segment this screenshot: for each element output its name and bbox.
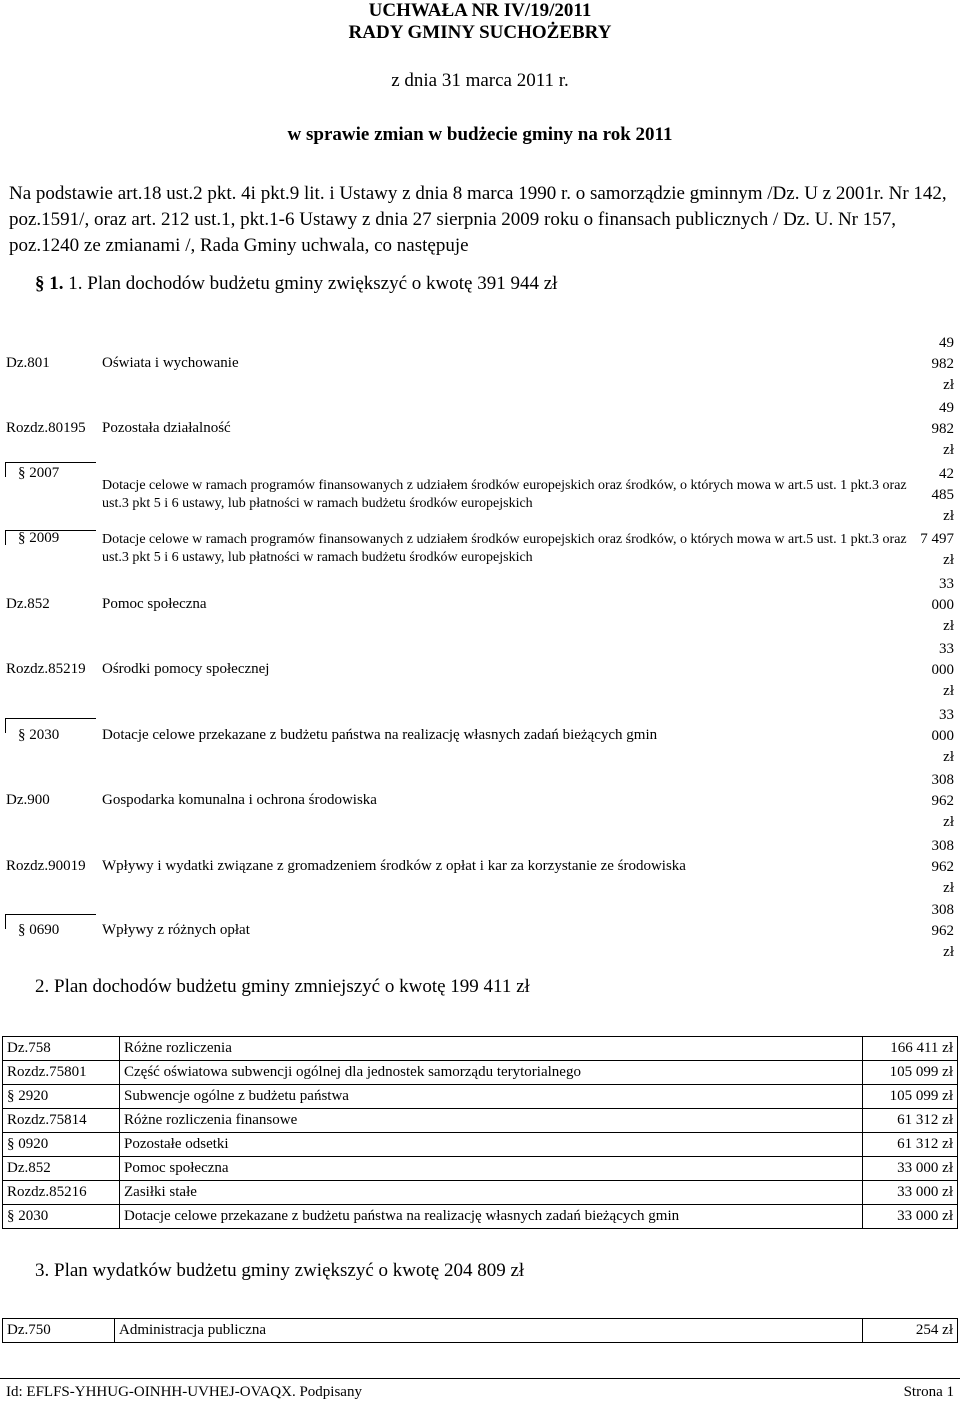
row-amount: 105 099 zł: [863, 1061, 958, 1085]
row-code: Rozdz.90019: [6, 858, 86, 874]
section3-table: [2, 1318, 958, 1343]
row-name: Administracja publiczna: [115, 1319, 863, 1343]
document-title: UCHWAŁA NR IV/19/2011: [368, 0, 592, 21]
table-row: [3, 1133, 958, 1157]
row-amount: 308 962 zł: [931, 902, 954, 960]
row-name: Subwencje ogólne z budżetu państwa: [120, 1085, 863, 1109]
row-code: § 0690: [18, 922, 60, 938]
row-code: Dz.900: [6, 792, 50, 808]
row-amount: 33 000 zł: [863, 1181, 958, 1205]
row-amount: 61 312 zł: [863, 1109, 958, 1133]
section1-heading-line: [35, 273, 557, 295]
row-amount: 7 497 zł: [920, 531, 954, 568]
table-row: [3, 1319, 958, 1343]
section3-heading: 3. Plan wydatków budżetu gminy zwiększyć o kwotę 204 809 zł: [35, 1260, 525, 1281]
table-row: [3, 1181, 958, 1205]
row-name: Oświata i wychowanie: [102, 355, 239, 371]
row-name: Wpływy i wydatki związane z gromadzeniem środków z opłat i kar za korzystanie ze środowiska: [102, 858, 686, 874]
row-amount: 33 000 zł: [931, 707, 954, 765]
row-code: Rozdz.75814: [3, 1109, 120, 1133]
row-amount: 254 zł: [863, 1319, 958, 1343]
row-code: § 2030: [3, 1205, 120, 1229]
row-code: § 2009: [18, 530, 60, 546]
row-amount: 49 982 zł: [931, 335, 954, 393]
row-name: Dotacje celowe przekazane z budżetu państwa na realizację własnych zadań bieżących gmin: [102, 727, 658, 743]
resolution-date: z dnia 31 marca 2011 r.: [391, 70, 569, 91]
row-code: Rozdz.85219: [6, 661, 86, 677]
preamble-text: Na podstawie art.18 ust.2 pkt. 4i pkt.9 lit. i Ustawy z dnia 8 marca 1990 r. o samorządzie gminnym /Dz. U z 2001r. Nr 142, poz.1591/, oraz art. 212 ust.1, pkt.1-6 Ustawy z dnia 27 sierpnia 2009 roku o finansach publicznych / Dz. U. Nr 157, poz.1240 ze zmianami /, Rada Gminy uchwala, co następuje: [9, 183, 947, 256]
resolution-subject: w sprawie zmian w budżecie gminy na rok 2011: [287, 124, 673, 145]
row-name: Pozostała działalność: [102, 420, 231, 436]
footer-divider: [0, 1378, 960, 1379]
row-name: Dotacje celowe przekazane z budżetu państwa na realizację własnych zadań bieżących gmin: [120, 1205, 863, 1229]
row-name: Różne rozliczenia: [120, 1037, 863, 1061]
row-amount: 33 000 zł: [863, 1205, 958, 1229]
row-amount: 166 411 zł: [863, 1037, 958, 1061]
page-number: Strona 1: [903, 1384, 954, 1400]
table-row: [3, 1085, 958, 1109]
row-code: Dz.758: [3, 1037, 120, 1061]
row-code: Dz.750: [3, 1319, 115, 1343]
row-amount: 61 312 zł: [863, 1133, 958, 1157]
table-row: [3, 1037, 958, 1061]
row-code: Dz.852: [3, 1157, 120, 1181]
row-code: Dz.852: [6, 596, 50, 612]
row-amount: 33 000 zł: [931, 641, 954, 699]
row-amount: 308 962 zł: [931, 838, 954, 896]
row-name: Pomoc społeczna: [120, 1157, 863, 1181]
row-name: Zasiłki stałe: [120, 1181, 863, 1205]
row-code: Dz.801: [6, 355, 50, 371]
row-amount: 42 485 zł: [931, 466, 954, 524]
document-id: Id: EFLFS-YHHUG-OINHH-UVHEJ-OVAQX. Podpisany: [6, 1384, 362, 1400]
table-row: [3, 1205, 958, 1229]
row-name: Pozostałe odsetki: [120, 1133, 863, 1157]
section2-table: [2, 1036, 958, 1229]
table-row: [3, 1061, 958, 1085]
row-code: Rozdz.75801: [3, 1061, 120, 1085]
row-code: Rozdz.80195: [6, 420, 86, 436]
row-code: § 2007: [18, 465, 60, 481]
section2-heading: 2. Plan dochodów budżetu gminy zmniejszyć o kwotę 199 411 zł: [35, 976, 530, 997]
row-name: Dotacje celowe w ramach programów finansowanych z udziałem środków europejskich oraz środków, o których mowa w art.5 ust. 1 pkt.3 oraz ust.3 pkt 5 i 6 ustawy, lub płatności w ramach budżetu środków europejskich: [102, 532, 907, 565]
row-name: Dotacje celowe w ramach programów finansowanych z udziałem środków europejskich oraz środków, o których mowa w art.5 ust. 1 pkt.3 oraz ust.3 pkt 5 i 6 ustawy, lub płatności w ramach budżetu środków europejskich: [102, 478, 907, 511]
council-name: RADY GMINY SUCHOŻEBRY: [348, 22, 612, 43]
row-code: Rozdz.85216: [3, 1181, 120, 1205]
row-code: § 2920: [3, 1085, 120, 1109]
table-row: [3, 1157, 958, 1181]
row-amount: 33 000 zł: [931, 576, 954, 634]
row-code: § 2030: [18, 727, 60, 743]
section1-heading: 1. Plan dochodów budżetu gminy zwiększyć o kwotę 391 944 zł: [68, 273, 558, 294]
row-name: Wpływy z różnych opłat: [102, 922, 250, 938]
table-row: [3, 1109, 958, 1133]
row-name: Część oświatowa subwencji ogólnej dla jednostek samorządu terytorialnego: [120, 1061, 863, 1085]
row-name: Gospodarka komunalna i ochrona środowiska: [102, 792, 377, 808]
row-name: Ośrodki pomocy społecznej: [102, 661, 270, 677]
row-code: § 0920: [3, 1133, 120, 1157]
row-name: Pomoc społeczna: [102, 596, 207, 612]
paragraph-number: § 1.: [35, 273, 64, 294]
row-amount: 308 962 zł: [931, 772, 954, 830]
row-name: Różne rozliczenia finansowe: [120, 1109, 863, 1133]
row-amount: 49 982 zł: [931, 400, 954, 458]
row-amount: 33 000 zł: [863, 1157, 958, 1181]
row-amount: 105 099 zł: [863, 1085, 958, 1109]
